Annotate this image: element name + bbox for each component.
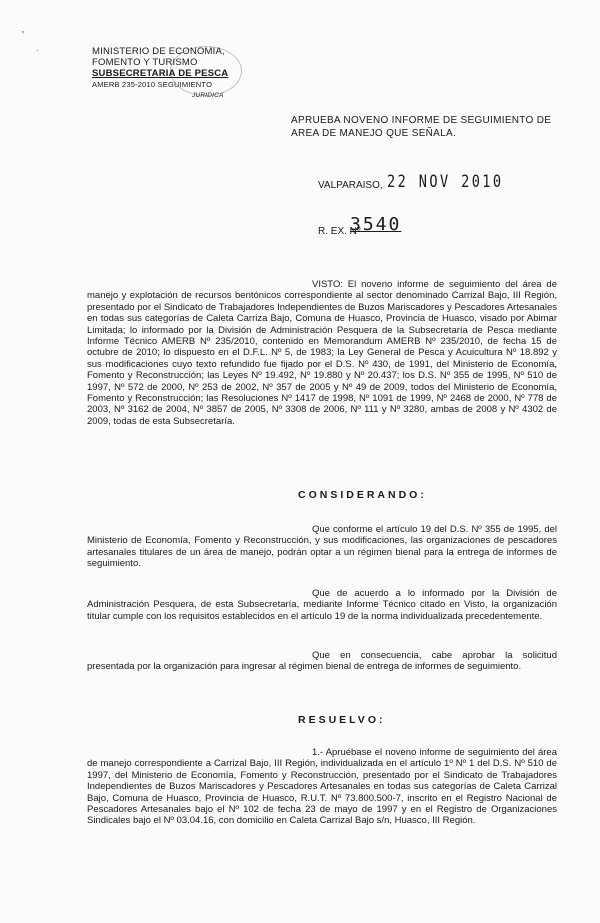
margin-mark: · — [36, 46, 39, 55]
department-label: JURIDICA — [192, 92, 224, 99]
considerando-paragraph-1: Que conforme el artículo 19 del D.S. Nº 355 de 1995, del Ministerio de Economía, Fomento y Reconstrucción, y sus modificaciones, las organizaciones de pescadores artesanales titulares de un área de manejo, podrán optar a un régimen bienal para la entrega de informes de seguimiento. — [87, 524, 557, 570]
considerando-paragraph-2: Que de acuerdo a lo informado por la División de Administración Pesquera, de esta Subsecretaría, mediante Informe Técnico citado en Visto, la organización titular cumple con los requisitos establecidos en el artículo 19 de la norma individualizada precedentemente. — [87, 588, 557, 622]
date-stamp: 22 NOV 2010 — [387, 172, 504, 192]
considerando-heading: CONSIDERANDO: — [298, 489, 427, 501]
resolution-label: R. EX. Nº — [318, 226, 361, 237]
visto-paragraph: VISTO: El noveno informe de seguimiento del área de manejo y explotación de recursos bentónicos correspondiente al sector denominado Carrizal Bajo, III Región, presentado por el Sindicato de Trabajadores Independientes de Buzos Mariscadores y Pescadores Artesanales en todas sus categorías de Caleta Carriza Bajo, Comuna de Huasco, Provincia de Huasco, visado por Abimar Limitada; lo informado por la División de Administración Pesquera de la Subsecretaría de Pesca mediante Informe Técnico AMERB Nº 235/2010, contenido en Memorandum AMERB Nº 235/2010, de fecha 15 de octubre de 2010; lo dispuesto en el D.F.L. Nº 5, de 1983; la Ley General de Pesca y Acuicultura Nº 18.892 y sus modificaciones cuyo texto refundido fue fijado por el D.S. Nº 430, de 1991, del Ministerio de Economía, Fomento y Reconstrucción; las Leyes Nº 19.492, Nº 19.880 y Nº 20.437; los D.S. Nº 355 de 1995, Nº 510 de 1997, Nº 572 de 2000, Nº 253 de 2002, Nº 357 de 2005 y Nº 49 de 2009, todos del Ministerio de Economía, Fomento y Reconstrucción; las Resoluciones Nº 1417 de 1998, Nº 1091 de 1999, Nº 2468 de 2000, Nº 778 de 2003, Nº 3162 de 2004, Nº 3857 de 2005, Nº 3308 de 2006, Nº 111 y Nº 3280, ambas de 2008 y Nº 4302 de 2009, todas de esta Subsecretaría. — [87, 279, 557, 427]
considerando-paragraph-3: Que en consecuencia, cabe aprobar la solicitud presentada por la organización para ingresar al régimen bienal de entrega de informes de seguimiento. — [87, 650, 557, 673]
resolution-number: 3540 — [350, 214, 402, 235]
subsecretaria-name: SUBSECRETARIA DE PESCA — [92, 68, 229, 79]
margin-mark: ' — [22, 30, 24, 41]
ministry-subname: FOMENTO Y TURISMO — [92, 57, 198, 68]
letterhead — [92, 46, 228, 101]
resuelvo-paragraph-1: 1.- Apruébase el noveno informe de seguimiento del área de manejo correspondiente a Carrizal Bajo, III Región, individualizada en el artículo 1º Nº 1 del D.S. Nº 510 de 1997, del Ministerio de Economía, Fomento y Reconstrucción, presentado por el Sindicato de Trabajadores Independientes de Buzos Mariscadores y Pescadores Artesanales en todas sus categorías de Caleta Carrizal Bajo, Comuna de Huasco, Provincia de Huasco, R.U.T. Nº 73.800.500-7, inscrito en el Registro Nacional de Pescadores Artesanales bajo el Nº 102 de fecha 23 de mayo de 1997 y en el Registro de Organizaciones Sindicales bajo el Nº 03.04.16, con domicilio en Caleta Carrizal Bajo s/n, Huasco, III Región. — [87, 747, 557, 827]
file-reference: AMERB 235-2010 SEGUIMIENTO — [92, 80, 213, 89]
document-subject: APRUEBA NOVENO INFORME DE SEGUIMIENTO DE AREA DE MANEJO QUE SEÑALA. — [291, 115, 552, 139]
resuelvo-heading: RESUELVO: — [298, 714, 386, 726]
place-label: VALPARAISO, — [318, 180, 383, 191]
ministry-name: MINISTERIO DE ECONOMIA, — [92, 46, 225, 57]
